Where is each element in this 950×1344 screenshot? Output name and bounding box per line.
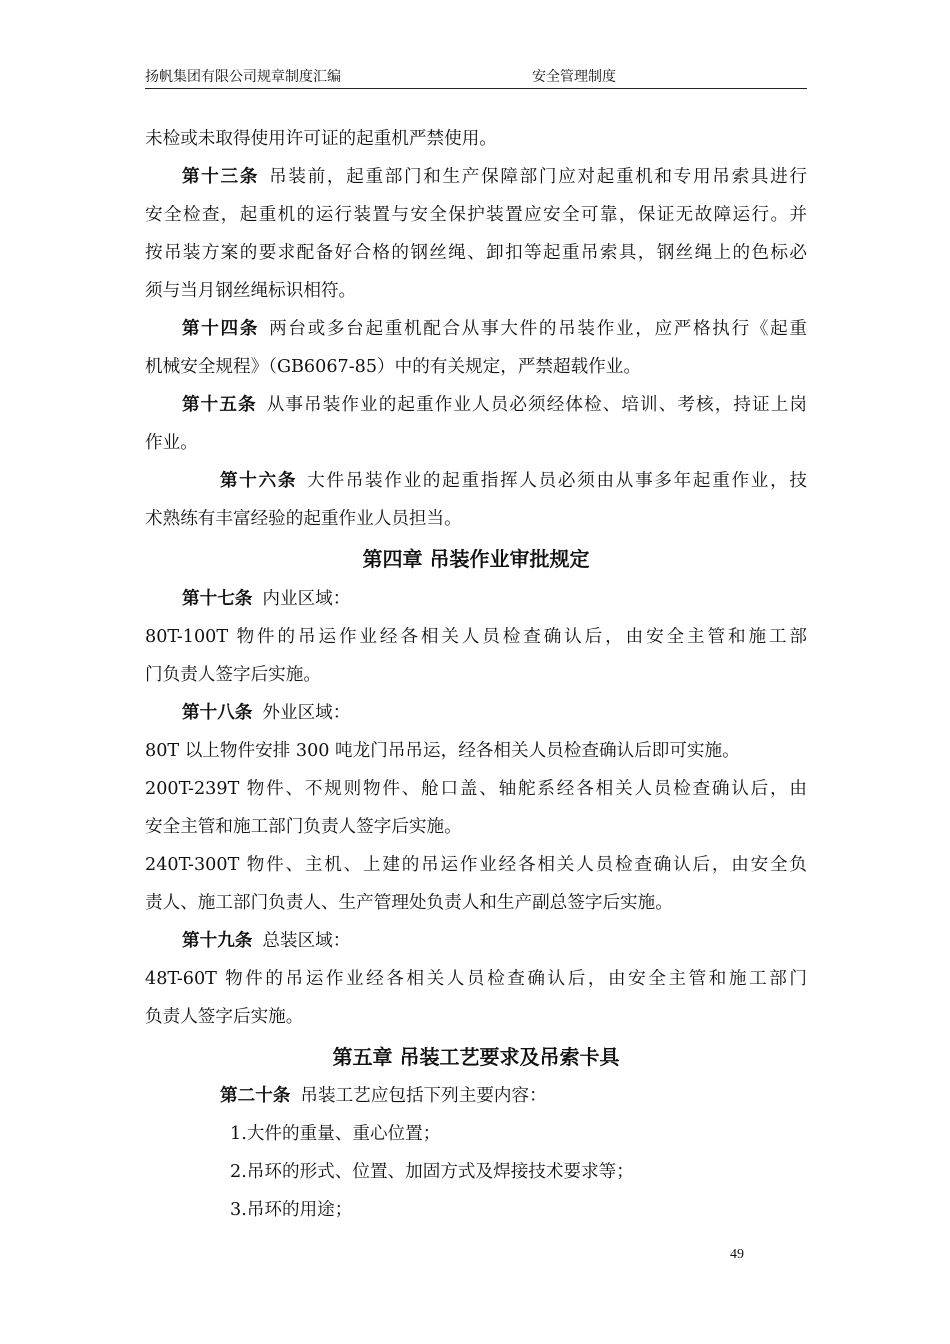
article-text: 吊装工艺应包括下列主要内容： [300,1086,547,1106]
article-text: 从事吊装作业的起重作业人员必须经体检、培训、考核，持证上岗 [266,395,807,415]
paragraph-line: 安全主管和施工部门负责人签字后实施。 [145,817,462,837]
paragraph-line: 未检或未取得使用许可证的起重机严禁使用。 [145,129,497,149]
chapter-5-heading: 第五章 吊装工艺要求及吊索卡具 [332,1045,620,1069]
article-label: 第十六条 [220,471,298,491]
article-label: 第十八条 [182,703,253,723]
page-number: 49 [730,1247,744,1262]
paragraph-line: 按吊装方案的要求配备好合格的钢丝绳、卸扣等起重吊索具，钢丝绳上的色标必 [145,243,807,263]
list-item: 3.吊环的用途； [230,1200,353,1220]
article-label: 第十七条 [182,589,253,609]
article-text: 两台或多台起重机配合从事大件的吊装作业，应严格执行《起重 [269,319,807,339]
paragraph-line: 负责人签字后实施。 [145,1007,304,1027]
paragraph-line: 安全检查，起重机的运行装置与安全保护装置应安全可靠，保证无故障运行。并 [145,205,807,225]
paragraph-line: 80T 以上物件安排 300 吨龙门吊吊运，经各相关人员检查确认后即可实施。 [145,741,740,761]
article-20-line [220,1077,807,1115]
paragraph-line: 240T-300T 物件、主机、上建的吊运作业经各相关人员检查确认后，由安全负 [145,855,807,875]
article-18-line [182,694,807,732]
list-item: 1.大件的重量、重心位置； [230,1124,441,1144]
article-label: 第二十条 [220,1086,291,1106]
paragraph-line: 48T-60T 物件的吊运作业经各相关人员检查确认后，由安全主管和施工部门 [145,969,807,989]
article-text: 内业区域： [262,589,351,609]
page-header [145,64,807,89]
article-label: 第十四条 [182,319,260,339]
header-section-title: 安全管理制度 [532,69,616,85]
paragraph-line: 须与当月钢丝绳标识相符。 [145,281,357,301]
paragraph-line: 80T-100T 物件的吊运作业经各相关人员检查确认后，由安全主管和施工部 [145,627,807,647]
article-16-line [220,462,807,500]
article-label: 第十三条 [182,167,260,187]
article-label: 第十五条 [182,395,257,415]
article-15-line [182,386,807,424]
chapter-4-heading: 第四章 吊装作业审批规定 [362,547,590,571]
article-text: 大件吊装作业的起重指挥人员必须由从事多年起重作业，技 [307,471,807,491]
article-17-line [182,580,807,618]
article-19-line [182,922,807,960]
article-label: 第十九条 [182,931,253,951]
list-item: 2.吊环的形式、位置、加固方式及焊接技术要求等； [230,1162,634,1182]
article-text: 总装区域： [262,931,351,951]
paragraph-line: 门负责人签字后实施。 [145,665,321,685]
article-13-line [182,158,807,196]
paragraph-line: 责人、施工部门负责人、生产管理处负责人和生产副总签字后实施。 [145,893,673,913]
header-document-title: 扬帆集团有限公司规章制度汇编 [145,69,341,85]
paragraph-line: 术熟练有丰富经验的起重作业人员担当。 [145,509,462,529]
paragraph-line: 作业。 [145,433,198,453]
paragraph-line: 200T-239T 物件、不规则物件、舱口盖、轴舵系经各相关人员检查确认后，由 [145,779,807,799]
article-14-line [182,310,807,348]
paragraph-line: 机械安全规程》（GB6067-85）中的有关规定，严禁超载作业。 [145,357,641,377]
article-text: 吊装前，起重部门和生产保障部门应对起重机和专用吊索具进行 [269,167,807,187]
article-text: 外业区域： [262,703,351,723]
